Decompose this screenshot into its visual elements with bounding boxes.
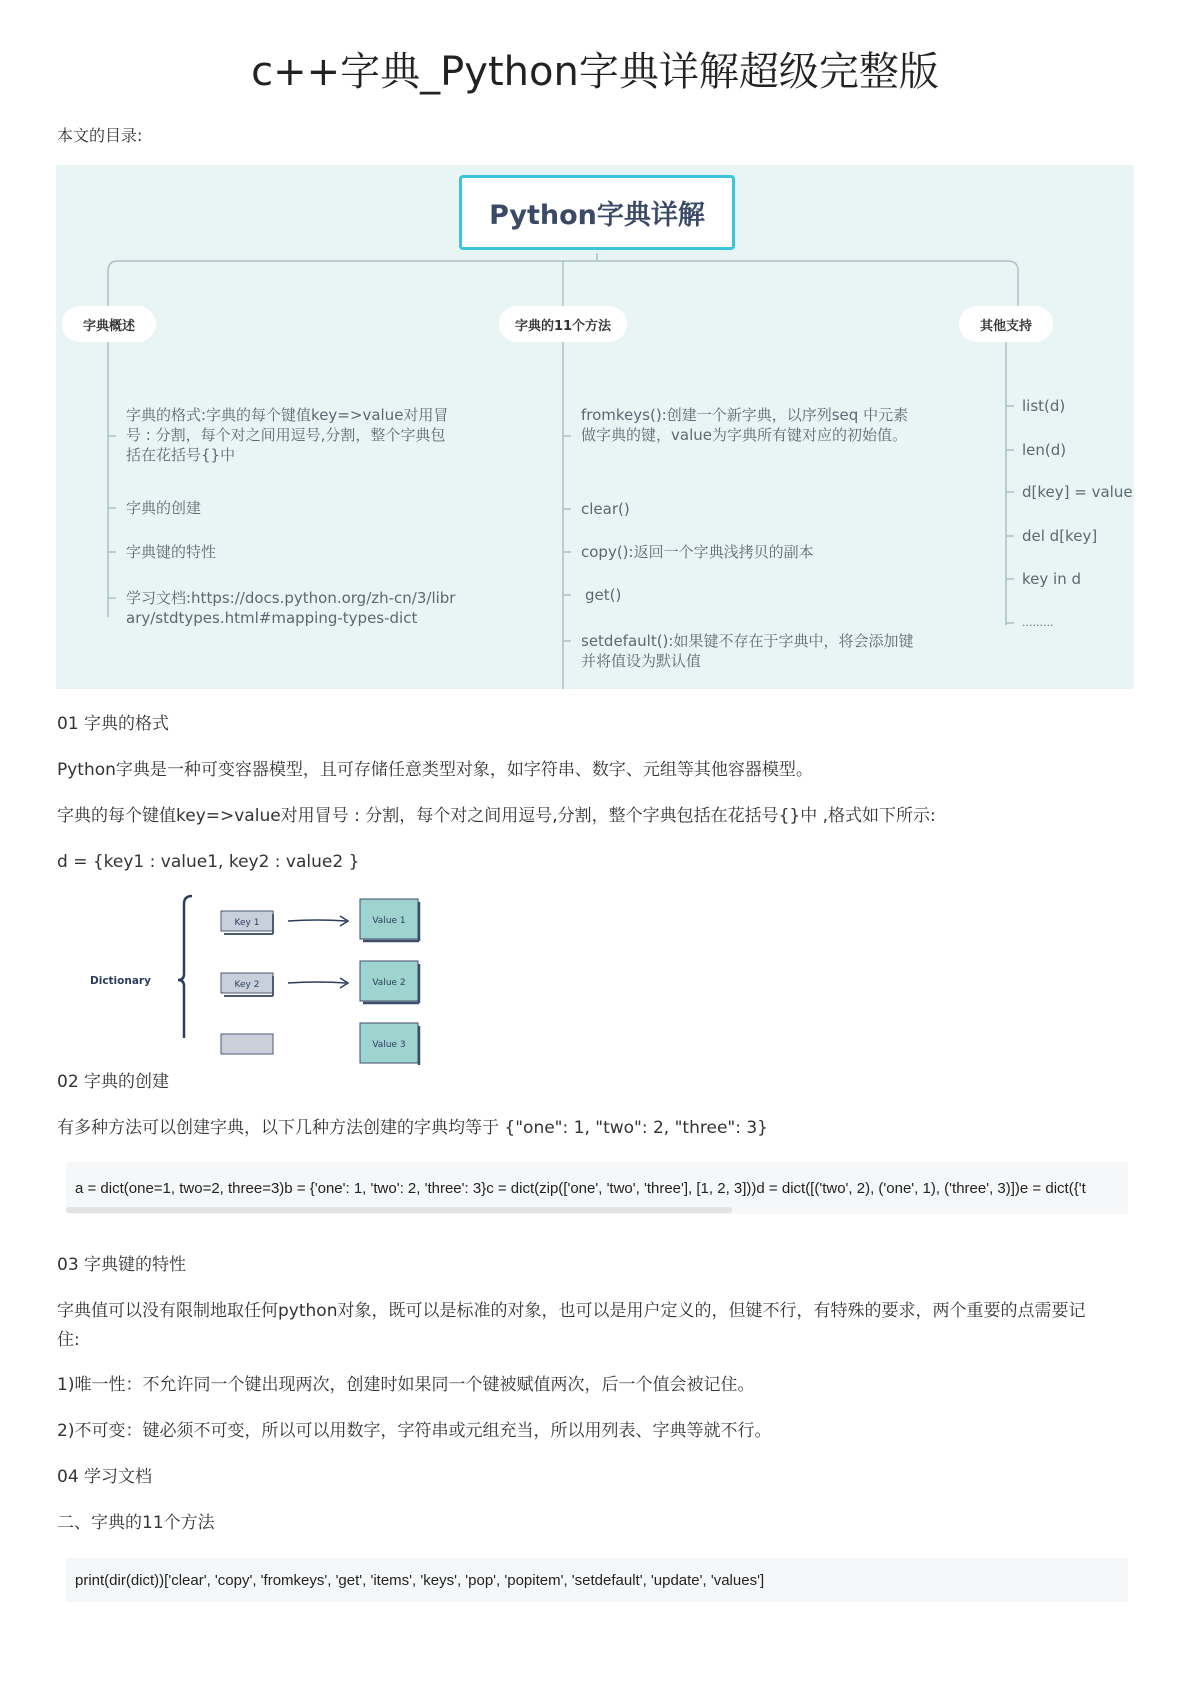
mindmap-branch-other: 其他支持 xyxy=(959,306,1053,342)
section-03-paragraph-3: 2)不可变：键必须不可变，所以可以用数字，字符串或元组充当，所以用列表、字典等就不行。 xyxy=(57,1421,772,1441)
code-text-dict-creation: a = dict(one=1, two=2, three=3)b = {'one': 1, 'two': 2, 'three': 3}c = dict(zip(['one', 'two', 'three'], [1, 2, 3]))d = dict([('two', 2), ('one', 1), ('three', 3)])e = dict({'t xyxy=(75,1179,1086,1197)
mindmap-leaf-format: 字典的格式:字典的每个键值key=>value对用冒号 : 分割，每个对之间用逗号,分割，整个字典包括在花括号{}中 xyxy=(126,406,449,464)
toc-label: 本文的目录: xyxy=(57,126,143,145)
mindmap-leaf-get: get() xyxy=(585,586,622,604)
page-title: c++字典_Python字典详解超级完整版 xyxy=(251,49,939,95)
mindmap-leaf-docs: 学习文档:https://docs.python.org/zh-cn/3/library/stdtypes.html#mapping-types-dict xyxy=(126,589,456,627)
mindmap-branch-overview: 字典概述 xyxy=(62,306,156,342)
code-block-dir-dict[interactable] xyxy=(66,1558,1128,1602)
section-01-heading: 01 字典的格式 xyxy=(57,714,170,734)
section-02-heading: 02 字典的创建 xyxy=(57,1072,170,1092)
section-01-paragraph-3: d = {key1 : value1, key2 : value2 } xyxy=(57,852,360,872)
section-05-heading: 二、字典的11个方法 xyxy=(57,1513,215,1533)
mindmap-leaf-list: list(d) xyxy=(1022,397,1066,415)
value-label-2: Value 2 xyxy=(372,978,406,988)
mindmap-leaf-assign: d[key] = value xyxy=(1022,483,1133,501)
section-03-paragraph-1a: 字典值可以没有限制地取任何python对象，既可以是标准的对象，也可以是用户定义的，但键不行，有特殊的要求，两个重要的点需要记 xyxy=(57,1301,1086,1321)
arrow-2 xyxy=(288,978,348,988)
section-01-paragraph-2: 字典的每个键值key=>value对用冒号 : 分割，每个对之间用逗号,分割，整个字典包括在花括号{}中 ,格式如下所示: xyxy=(57,806,936,826)
code-text-dir-dict: print(dir(dict))['clear', 'copy', 'fromkeys', 'get', 'items', 'keys', 'pop', 'popitem', 'setdefault', 'update', 'values'] xyxy=(75,1571,765,1589)
dictionary-label: Dictionary xyxy=(90,975,151,987)
mindmap-branch-methods: 字典的11个方法 xyxy=(499,306,627,342)
code-block-scrollbar[interactable] xyxy=(66,1207,732,1213)
value-label-3: Value 3 xyxy=(372,1040,406,1050)
section-04-heading: 04 学习文档 xyxy=(57,1467,153,1487)
key-label-2: Key 2 xyxy=(234,980,260,990)
value-label-1: Value 1 xyxy=(372,916,406,926)
mindmap-leaf-key-traits: 字典键的特性 xyxy=(126,543,217,561)
key-box-3 xyxy=(221,1034,273,1054)
section-03-paragraph-2: 1)唯一性：不允许同一个键出现两次，创建时如果同一个键被赋值两次，后一个值会被记住。 xyxy=(57,1375,755,1395)
mindmap-title: Python字典详解 xyxy=(459,175,735,250)
mindmap-leaf-more: ......... xyxy=(1022,616,1054,629)
section-03-paragraph-1b: 住: xyxy=(57,1330,80,1350)
dictionary-diagram-svg xyxy=(90,890,430,1050)
key-label-1: Key 1 xyxy=(234,918,260,928)
mindmap-leaf-setdefault: setdefault():如果键不存在于字典中，将会添加键并将值设为默认值 xyxy=(581,632,914,670)
mindmap-leaf-copy: copy():返回一个字典浅拷贝的副本 xyxy=(581,543,814,561)
mindmap-leaf-len: len(d) xyxy=(1022,441,1067,459)
mindmap-image xyxy=(56,165,1134,689)
arrow-1 xyxy=(288,916,348,926)
section-01-paragraph-1: Python字典是一种可变容器模型，且可存储任意类型对象，如字符串、数字、元组等其他容器模型。 xyxy=(57,760,813,780)
mindmap-leaf-creation: 字典的创建 xyxy=(126,499,202,517)
mindmap-leaf-clear: clear() xyxy=(581,500,630,518)
section-03-heading: 03 字典键的特性 xyxy=(57,1255,187,1275)
mindmap-leaf-del: del d[key] xyxy=(1022,527,1098,545)
mindmap-leaf-fromkeys: fromkeys():创建一个新字典，以序列seq 中元素做字典的键，value为字典所有键对应的初始值。 xyxy=(581,406,909,444)
dictionary-diagram xyxy=(90,890,430,1050)
section-02-paragraph: 有多种方法可以创建字典，以下几种方法创建的字典均等于 {"one": 1, "two": 2, "three": 3} xyxy=(57,1118,768,1138)
mindmap-leaf-in: key in d xyxy=(1022,570,1081,588)
